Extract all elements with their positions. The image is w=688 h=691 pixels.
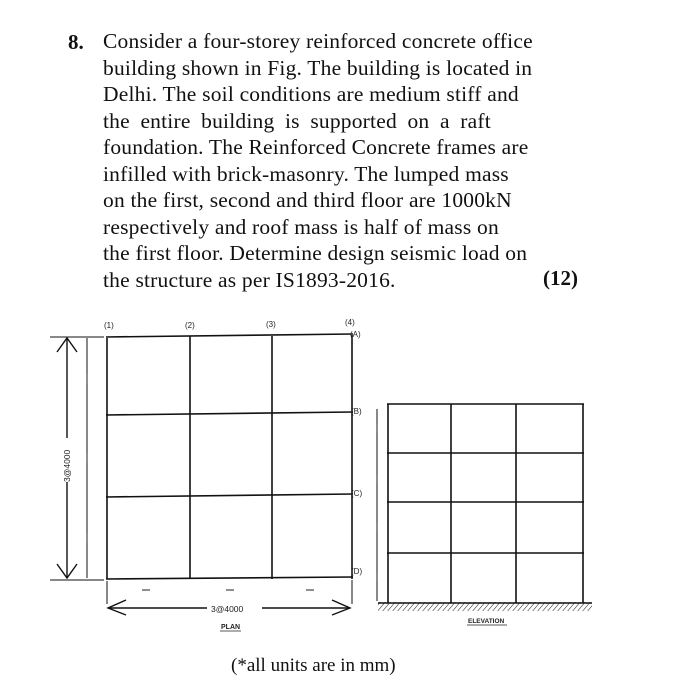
elevation-frame <box>377 404 584 603</box>
plan-row-line-b <box>106 412 353 415</box>
plan-row-label-a: (A) <box>350 330 361 339</box>
plan-row-label-d: (D) <box>351 567 363 576</box>
question-line-4: the entire building is supported on a raft <box>103 109 491 133</box>
plan-column-label-4: (4) <box>345 318 355 327</box>
question-line-10: the structure as per IS1893-2016. <box>103 268 396 292</box>
question-line-5: foundation. The Reinforced Concrete frames are <box>103 135 529 159</box>
question-line-7: on the first, second and third floor are 1000kN <box>103 188 512 212</box>
plan-row-line-d <box>106 577 353 579</box>
question-line-6: infilled with brick-masonry. The lumped mass <box>103 162 509 186</box>
plan-row-label-b: (B) <box>351 407 362 416</box>
plan-row-label-c: (C) <box>351 489 363 498</box>
question-line-3: Delhi. The soil conditions are medium stiff and <box>103 82 519 106</box>
plan-column-label-1: (1) <box>104 321 114 330</box>
question-marks: (12) <box>543 266 578 290</box>
question-line-8: respectively and roof mass is half of mass on <box>103 215 499 239</box>
plan-drawing <box>50 318 362 631</box>
plan-vertical-dimension-label: 3@4000 <box>62 449 72 482</box>
plan-column-label-2: (2) <box>185 321 195 330</box>
plan-caption: PLAN <box>221 624 241 631</box>
plan-horizontal-dimension-label: 3@4000 <box>211 604 244 614</box>
question-line-9: the first floor. Determine design seismic load on <box>103 241 528 265</box>
plan-dimension-ticks <box>87 374 314 590</box>
question-line-1: Consider a four-storey reinforced concrete office <box>103 29 533 53</box>
elevation-drawing <box>377 404 592 625</box>
plan-grid <box>87 334 353 579</box>
plan-row-line-c <box>106 494 353 497</box>
plan-row-line-a <box>106 334 353 337</box>
units-footnote: (*all units are in mm) <box>231 655 396 676</box>
question-number: 8. <box>68 30 84 54</box>
question-line-2: building shown in Fig. The building is located in <box>103 56 533 80</box>
elevation-caption: ELEVATION <box>468 618 505 625</box>
plan-column-label-3: (3) <box>266 320 276 329</box>
